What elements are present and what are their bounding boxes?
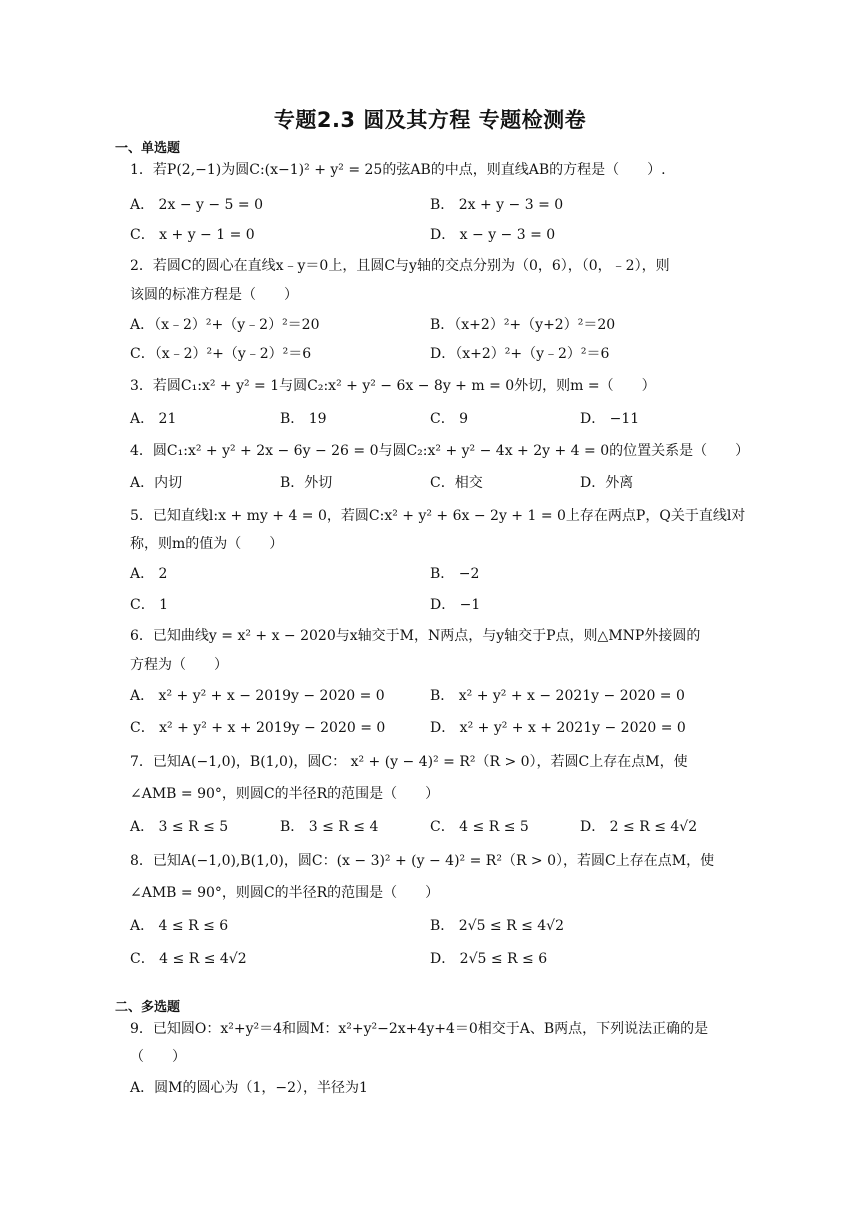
- question-7-option-a: A． 3 ≤ R ≤ 5: [130, 819, 229, 835]
- question-4-option-b: B．外切: [280, 475, 333, 491]
- question-6-option-d: D． x² + y² + x + 2021y − 2020 = 0: [430, 720, 686, 736]
- question-8-option-b: B． 2√5 ≤ R ≤ 4√2: [430, 918, 565, 934]
- question-4-option-a: A．内切: [130, 475, 183, 491]
- document-title: 专题2.3 圆及其方程 专题检测卷: [273, 108, 587, 132]
- question-8-option-a: A． 4 ≤ R ≤ 6: [130, 918, 229, 934]
- question-1-option-c: C． x + y − 1 = 0: [130, 227, 255, 243]
- question-7-option-b: B． 3 ≤ R ≤ 4: [280, 819, 379, 835]
- question-7-stem-line-2: ∠AMB = 90°，则圆C的半径R的范围是（ ）: [130, 786, 440, 802]
- question-1-option-b: B． 2x + y − 3 = 0: [430, 197, 564, 213]
- question-2-stem-line-1: 2．若圆C的圆心在直线x﹣y＝0上，且圆C与y轴的交点分别为（0，6），（0，﹣2），则: [130, 258, 670, 274]
- question-9-stem-line-1: 9．已知圆O：x²+y²＝4和圆M：x²+y²−2x+4y+4＝0相交于A、B两点，下列说法正确的是: [130, 1021, 709, 1037]
- section-heading-multiple-choice: 二、多选题: [115, 1000, 181, 1015]
- question-8-stem-line-1: 8．已知A(−1,0),B(1,0)，圆C：(x − 3)² + (y − 4)² = R²（R > 0），若圆C上存在点M，使: [130, 853, 715, 869]
- question-5-stem-line-1: 5．已知直线l:x + my + 4 = 0，若圆C:x² + y² + 6x − 2y + 1 = 0上存在两点P，Q关于直线l对: [130, 508, 746, 524]
- question-7-option-c: C． 4 ≤ R ≤ 5: [430, 819, 529, 835]
- question-2-option-c: C．（x﹣2）²+（y﹣2）²＝6: [130, 346, 312, 362]
- question-7-option-d: D． 2 ≤ R ≤ 4√2: [580, 819, 698, 835]
- question-6-option-c: C． x² + y² + x + 2019y − 2020 = 0: [130, 720, 386, 736]
- question-3-stem: 3．若圆C₁:x² + y² = 1与圆C₂:x² + y² − 6x − 8y + m = 0外切，则m =（ ）: [130, 378, 656, 394]
- question-2-option-d: D．（x+2）²+（y﹣2）²＝6: [430, 346, 610, 362]
- question-5-option-a: A． 2: [130, 566, 168, 582]
- question-7-stem-line-1: 7．已知A(−1,0)，B(1,0)，圆C： x² + (y − 4)² = R²（R > 0），若圆C上存在点M，使: [130, 754, 688, 770]
- question-8-option-d: D． 2√5 ≤ R ≤ 6: [430, 951, 548, 967]
- question-2-option-b: B．（x+2）²+（y+2）²＝20: [430, 317, 616, 333]
- question-1-stem: 1．若P(2,−1)为圆C:(x−1)² + y² = 25的弦AB的中点，则直线AB的方程是（ ）.: [130, 162, 666, 178]
- question-3-option-a: A． 21: [130, 411, 177, 427]
- question-5-option-c: C． 1: [130, 597, 169, 613]
- section-heading-single-choice: 一、单选题: [115, 141, 181, 156]
- question-5-option-d: D． −1: [430, 597, 481, 613]
- question-3-option-b: B． 19: [280, 411, 327, 427]
- question-2-option-a: A．（x﹣2）²+（y﹣2）²＝20: [130, 317, 320, 333]
- question-8-option-c: C． 4 ≤ R ≤ 4√2: [130, 951, 247, 967]
- question-2-stem-line-2: 该圆的标准方程是（ ）: [130, 287, 298, 303]
- question-6-option-b: B． x² + y² + x − 2021y − 2020 = 0: [430, 688, 685, 704]
- question-4-stem: 4．圆C₁:x² + y² + 2x − 6y − 26 = 0与圆C₂:x² + y² − 4x + 2y + 4 = 0的位置关系是（ ）: [130, 443, 750, 459]
- question-4-option-c: C．相交: [430, 475, 483, 491]
- question-5-option-b: B． −2: [430, 566, 480, 582]
- question-9-stem-line-2: （ ）: [130, 1049, 186, 1065]
- question-1-option-a: A． 2x − y − 5 = 0: [130, 197, 263, 213]
- question-1-option-d: D． x − y − 3 = 0: [430, 227, 556, 243]
- question-9-option-a: A．圆M的圆心为（1，−2），半径为1: [130, 1080, 368, 1096]
- question-5-stem-line-2: 称，则m的值为（ ）: [130, 536, 284, 552]
- question-4-option-d: D．外离: [580, 475, 634, 491]
- question-6-stem-line-2: 方程为（ ）: [130, 657, 228, 673]
- question-8-stem-line-2: ∠AMB = 90°，则圆C的半径R的范围是（ ）: [130, 885, 440, 901]
- question-6-stem-line-1: 6．已知曲线y = x² + x − 2020与x轴交于M，N两点，与y轴交于P点，则△MNP外接圆的: [130, 628, 701, 644]
- question-3-option-c: C． 9: [430, 411, 469, 427]
- question-6-option-a: A． x² + y² + x − 2019y − 2020 = 0: [130, 688, 385, 704]
- question-3-option-d: D． −11: [580, 411, 640, 427]
